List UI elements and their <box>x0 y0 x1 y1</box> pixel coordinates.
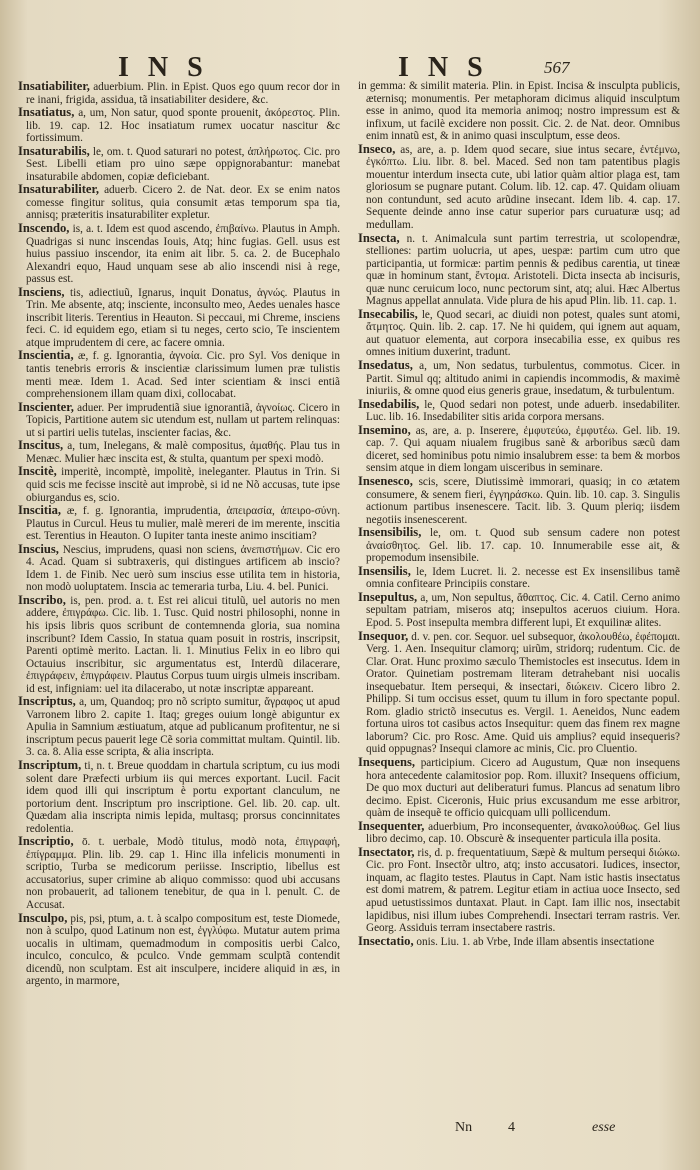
entry-headword: Insequenter, <box>358 818 425 833</box>
entry-text: as, are, a. p. Idem quod secare, siue intus secare, ἐντέμνω, ἐγκόπτω. Liu. libr. 8. bel. Maced. Sed non tam patentibus plagis mouentur interdum insecta cute, ubi latior quàm altior plaga est, tam gloriosum se pugnare putant. Colum. lib. 12. cap. 47. Quidam oliuam non contundunt, sed acuto arũdine insecant. Idem lib. 4. cap. 17. Sequente deinde anno inse catur superior pars curuaturæ usq; ad medullam. <box>366 143 680 232</box>
entry-headword: Insectator, <box>358 844 415 859</box>
entry-text: a, um, Quandoq; pro nõ scripto sumitur, ἄγραφος ut apud Varronem libro 2. capite 1. Itaq; greges ouium longè abiguntur ex Apulia in Samnium æstiuatum, atque ad publicanum profitentur, ne si inscriptum pecus pauerit lege Cẽ soria committat multam. Quintil. lib. 3. ca. 8. Alia esse scripta, & alia inscripta. <box>26 696 340 759</box>
entry-text: tis, adiectiuũ, Ignarus, inquit Donatus, ἀγνώς. Plautus in Trin. Me absente, atq; insciente, inconsulto meo, Aedes uenales hasce inscribit literis. Terentius in Heauton. Si peccaui, mi Chreme, insciens feci. C. id equidem ego, etiam si tu neges, certo scio, Te inscientem atque imprudentem di cere, ac facere omnia. <box>26 286 340 349</box>
dictionary-entry <box>358 80 680 143</box>
dictionary-entry <box>358 526 680 565</box>
dictionary-entry <box>358 232 680 308</box>
entry-text: le, Idem Lucret. li. 2. necesse est Ex insensilibus tamẽ omnia confiteare Principiis constare. <box>366 565 680 591</box>
entry-headword: Insaturabiliter, <box>18 182 100 197</box>
entry-text: n. t. Animalcula sunt partim terrestria, ut scolopendræ, stelliones: partim uolucria, ut apes, uespæ: partim cum utro que participantia, ut formicæ: partim pennis & pedibus carentia, ut tineæ quæ in hominum stant, ἔντομα. Aristoteli. Dicta insecta ab incisuris, quæ nunc ceruicum loco, nunc pectorum sint, atq; alui. Hæc Albertus Magnus appellat annulata. Vide plura de his apud Plin. lib. 11. cap. 1. <box>366 232 680 308</box>
entry-headword: Insequens, <box>358 754 416 769</box>
page-number: 567 <box>544 58 570 77</box>
entry-headword: Inscitè, <box>18 464 57 479</box>
dictionary-entry <box>358 591 680 630</box>
entry-headword: Insatiabiliter, <box>18 80 90 93</box>
entry-text: aduer. Per imprudentiã siue ignorantiã, ἀγνοίως. Cicero in Topicis, Partitione autem sic utendum est, nullam ut partem relinquas: ut si partiri uelis tutelas, inscienter facias, &c. <box>26 401 340 439</box>
dictionary-entry <box>358 565 680 591</box>
entry-headword: Insemino, <box>358 422 411 437</box>
dictionary-entry <box>358 398 680 424</box>
dictionary-entry <box>18 222 340 286</box>
entry-headword: Inscriptio, <box>18 834 74 849</box>
entry-text: Nescius, imprudens, quasi non sciens, ἀνεπιστήμων. Cic ero 4. Acad. Quam si subtraxeris, qui distingues artificem ab inscio? Idem 1. de Finib. Nec uerò sum inscius esse utilita tem in historia, non modò uoluptatem. Inscia ac temeraria turba, Liu. 4. bel. Punici. <box>26 543 340 594</box>
header-right-keyword: I N S <box>398 52 489 83</box>
entry-text: participium. Cicero ad Augustum, Quæ non insequens hora antecedente calamitosior pop. Rom. illuxit? Insequens officium, De quo mox ducturi aut deliberaturi fumus. Plancus ad senatum libro decimo. Epist. Ciceronis, Huic prius excusandum me esse arbitror, quàm de insequẽ te officio quicquam ulli pollicendum. <box>366 756 680 820</box>
dictionary-entry <box>18 183 340 222</box>
header-left-keyword: I N S <box>118 52 209 83</box>
dictionary-entry <box>358 424 680 475</box>
dictionary-entry <box>18 439 340 465</box>
entry-text: aduerbium. Plin. in Epist. Quos ego quum recor dor in re inani, frigida, assidua, tã insatiabiliter desidere, &c. <box>26 81 340 106</box>
entry-headword: Inscendo, <box>18 221 70 236</box>
dictionary-entry <box>18 106 340 145</box>
entry-headword: Insciens, <box>18 284 65 299</box>
entry-headword: Insensibilis, <box>358 525 422 540</box>
dictionary-entry <box>18 286 340 350</box>
dictionary-entry <box>18 145 340 184</box>
entry-headword: Inscriptum, <box>18 757 82 772</box>
dictionary-entry <box>358 359 680 398</box>
entry-headword: Insaturabilis, <box>18 143 90 158</box>
entry-text: ti, n. t. Breue quoddam in chartula scriptum, cu ius modi solent dare Præfecti urbium iis qui merces exportant. Lucil. Facit idem quod illi qui inscriptum è portu exportant clanculum, ne portorium dent. Inscriptum pro inscriptione. Gel. lib. 20. cap. ult. Quædam alia inscripta nimis lepida, multasq; prorsus concinnitates redolentia. <box>26 759 340 835</box>
entry-headword: Inscitia, <box>18 503 62 518</box>
dictionary-entry <box>18 759 340 835</box>
entry-text: onis. Liu. 1. ab Vrbe, Inde illam absentis insectatione <box>416 935 655 948</box>
dictionary-entry <box>18 835 340 911</box>
entry-text: le, Quod sedari non potest, unde aduerb. insedabiliter. Luc. lib. 16. Insedabiliter sitis arida corpora mersans. <box>366 398 680 424</box>
entry-text: le, om. t. Quod saturari no potest, ἀπλήρωτος. Cic. pro Sest. Libelli etiam pro uino sæpe oppignorabantur: manebat insaturabile abdomen, copiæ deficiebant. <box>26 145 340 183</box>
entry-headword: Inscriptus, <box>18 694 76 709</box>
entry-text: aduerb. Cicero 2. de Nat. deor. Ex se enim natos comesse fingitur solitus, quia consumit ætas temporum spa tia, annisq; præteritis insaturabiliter expletur. <box>26 184 340 222</box>
entry-text: as, are, a. p. Inserere, ἐμφυτεύω, ἐμφυτέω. Gel. lib. 19. cap. 7. Qui aquam niualem frugibus sanè & arboribus sæcũ dam diceret, sed hominibus potu nimio insalubrem esse: ta bem & morbos sensim atque in diem longam uisceribus in seminare. <box>366 424 680 475</box>
dictionary-entry <box>18 594 340 695</box>
text-columns <box>18 80 680 1120</box>
dictionary-entry <box>18 543 340 594</box>
entry-headword: Inseco, <box>358 141 396 156</box>
dictionary-entry <box>18 912 340 988</box>
entry-headword: Inscribo, <box>18 592 66 607</box>
signature-number: 4 <box>508 1120 515 1135</box>
entry-text: is, pen. prod. a. t. Est rei alicui titulũ, uel autoris no men addere, ἐπιγράφω. Cic. lib. 1. Tusc. Quid nostri philosophi, nonne in his ipsis libris quos scribunt de contemnenda gloria, sua nomina inscribunt? Idem Cassio, In statua quam posuit in rostris, inscripsit, Parenti optimè merito. Lactan. li. 1. Minutius Felix in eo libro qui Octauius inscribitur, sic argumentatus est, Interdũ dilacerare, ἐπιγράφειν, ἐπιγράφειν. Plautus Corpus tuum uirgis ulmeis inscribam. id est, infigniam: uel ita dilacerabo, ut notæ inscriptæ appareant. <box>26 594 340 695</box>
entry-text: ō. t. uerbale, Modò titulus, modò nota, ἐπιγραφή, ἐπίγραμμα. Plin. lib. 29. cap 1. Hinc illa infelicis monumenti in scriptio, Turba se medicorum periisse. Inscriptio, libellus est accusatorius, super crimine ab aliquo commisso: quod ubi accusans non probauerit, ad talionem tenebitur, de qua in l. penult. C. de Accusat. <box>26 836 340 911</box>
entry-text: in gemma: & similit materia. Plin. in Epist. Incisa & insculpta publicis, æternisq; monumentis. Per metaphoram dicimus aliquid insculptum esse in animo, quod ita memoria animoq; nostro impressum est & infixum, ut facilè excidere non possit. Cic. 2. de Nat. deor. Omnibus enim innatũ est, & in animo quasi insculptum, esse deos. <box>358 80 680 143</box>
dictionary-entry <box>18 80 340 106</box>
dictionary-entry <box>358 475 680 526</box>
entry-headword: Inscius, <box>18 541 59 556</box>
entry-headword: Insepultus, <box>358 589 418 604</box>
dictionary-entry <box>358 143 680 232</box>
entry-text: scis, scere, Diutissimè immorari, quasiq; in co ætatem consumere, & senem fieri, ἐγγηράσκω. Quin. lib. 10. cap. 3. Singulis actionum partibus insenescere. Tacit. lib. 3. Quum pleriq; iisdem negotiis insenescerent. <box>366 475 680 526</box>
entry-headword: Insecta, <box>358 230 400 245</box>
entry-text: aduerbium, Pro inconsequenter, ἀνακολούθως. Gel lius libro decimo, cap. 10. Obscurè & insequenter particula illa posita. <box>366 820 680 846</box>
dictionary-entry <box>358 820 680 846</box>
entry-text: le, om. t. Quod sub sensum cadere non potest ἀναίσθητος. Gel. lib. 17. cap. 10. Innumerabile esse ait, & propemodum insensibile. <box>366 527 680 565</box>
entry-text: a, um, Non sepultus, ἄθαπτος. Cic. 4. Catil. Cerno animo sepultam patriam, miseros atq; insepultos aceruos ciuium. Hora. Epod. 5. Post insepulta membra different lupi, Et exquilinæ alites. <box>366 591 680 629</box>
entry-text: æ, f. g. Ignorantia, ἀγνοία. Cic. pro Syl. Vos denique in tantis tenebris erroris & inscientiæ clarissimum lumen præ tulistis menti meæ. Idem 1. Acad. Sed inter scientiam & insci entiã comprehensionem illam quam dixi, collocabat. <box>26 350 340 401</box>
entry-headword: Insecabilis, <box>358 306 418 321</box>
entry-headword: Insectatio, <box>358 933 414 948</box>
dictionary-entry <box>18 465 340 504</box>
entry-text: pis, psi, ptum, a. t. à scalpo compositum est, teste Diomede, non à sculpo, quod Latinum non est, ἐγγλύφω. Mutatur autem prima uocalis in ultimam, quemadmodum in compositis uerbi Calco, inculco, conculco, & pculco. Vnde gemmam sculptã contendit dicendũ, non sculptam. Est ait insculpere, incidere aliquid in æs, in argento, in marmore, <box>26 912 340 988</box>
entry-headword: Insedabilis, <box>358 396 420 411</box>
dictionary-entry <box>358 846 680 935</box>
dictionary-entry <box>358 756 680 820</box>
entry-headword: Inscientia, <box>18 348 74 363</box>
entry-text: a, um, Non satur, quod sponte prouenit, ἀκόρεστος. Plin. lib. 19. cap. 12. Hoc insatiatum rumex uocatur nascitur &c fortissimum. <box>26 107 340 145</box>
entry-text: a, tum, Inelegans, & malè compositus, ἀμαθής. Plau tus in Menæc. Mulier hæc inscita est, & stulta, quantum per spexi modò. <box>26 440 340 465</box>
entry-text: d. v. pen. cor. Sequor. uel subsequor, ἀκολουθέω, ἐφέπομαι. Verg. 1. Aen. Insequitur clamorq; uirũm, stridorq; rudentum. Cic. de Clar. Orat. Hunc proximo sæculo Themistocles est insecutus. Idem in Orator. Quinetiam postremam literam detrahebant nisi uocalis insequebatur. Item persequi, & insectari, διώκειν. Cicero libro 2. Philipp. Si tum occisus esset, quum tu illum in foro spectante popul. Rom. gladio strictõ insecutus es. Vergil. 1. Aeneidos, Nunc eadem fortuna uiros tot casibus actos Insequitur: quem das finem rex magne laborum? Cic. pro Rosc. Ame. Quid uis amplius? equid insequeris? quid oppugnas? Insequi clamore ac minis, Cic. pro Cluentio. <box>366 630 680 756</box>
right-column <box>358 80 680 1120</box>
dictionary-entry <box>18 349 340 400</box>
left-column <box>18 80 340 1120</box>
page-footer <box>0 1120 700 1144</box>
entry-text: æ, f. g. Ignorantia, imprudentia, ἀπειρασία, ἀπειρο-σύνη. Plautus in Curcul. Heus tu mulier, malè mereri de im merente, inscitia est. Terentius in Heauton. O Iupiter tanta ineste animo inscitiam? <box>26 505 340 543</box>
entry-text: is, a. t. Idem est quod ascendo, ἐπιβαίνω. Plautus in Amph. Quadrigas si nunc inscendas Iouis, Atq; hinc fugias. Gell. usus est huius passiuo inscendor, ita enim ait libr. 5. ca. 2. de Bucephalo Alexandri equo, Haud unquam sese ab alio inscendi nisi à rege, passus est. <box>26 223 340 286</box>
entry-headword: Insequor, <box>358 628 409 643</box>
entry-text: ris, d. p. frequentatiuum, Sæpè & multum persequi διώκω. Cic. pro Font. Insectõr ultro, atq; insto accusatori. Iudices, insector, inquam, ac flagito testes. Plautus in Capt. Nam istic hastis insectatus est domi matrem, & patrem. Legitur etiam in actiua uoce Insecto, sed apud uetustissimos duntaxat. Plaut. in Capt. Iam illic nos, insectabit lapidibus, nisi illum iubes Comprehendi. Insectari terram rastris. Ver. Georg. Assiduis terram insectabere rastris. <box>366 846 680 935</box>
dictionary-entry <box>18 504 340 543</box>
entry-text: a, um, Non sedatus, turbulentus, commotus. Cicer. in Partit. Simul qq; altitudo animi in capiendis incommodis, & maximè iniuriis, & omne quod eius generis graue, insedatum, & turbulentum. <box>366 360 680 398</box>
entry-headword: Insatiatus, <box>18 105 75 120</box>
entry-headword: Insenesco, <box>358 473 413 488</box>
dictionary-entry <box>358 308 680 359</box>
dictionary-entry <box>358 630 680 756</box>
entry-headword: Insensilis, <box>358 563 411 578</box>
catchword: esse <box>592 1120 616 1135</box>
signature-mark: Nn <box>455 1120 473 1135</box>
entry-headword: Insculpo, <box>18 910 68 925</box>
entry-headword: Inscienter, <box>18 399 74 414</box>
entry-text: le, Quod secari, ac diuidi non potest, quales sunt atomi, ἄτμητος. Quin. lib. 2. cap. 17. Ne hi quidem, qui ignem aut aquam, aut quatuor elementa, aut corpora insecabilia esse, ex quibus res omnes initium duxerint, tradunt. <box>366 308 680 359</box>
entry-text: imperitè, incomptè, impolitè, ineleganter. Plautus in Trin. Si quid scis me fecisse inscitè aut improbè, si id ne Nõ accusas, tute ipse obiurgandus es, scio. <box>26 466 340 504</box>
dictionary-entry <box>358 935 680 949</box>
dictionary-entry <box>18 401 340 440</box>
entry-headword: Inscitus, <box>18 438 64 453</box>
entry-headword: Insedatus, <box>358 358 413 373</box>
dictionary-entry <box>18 695 340 759</box>
